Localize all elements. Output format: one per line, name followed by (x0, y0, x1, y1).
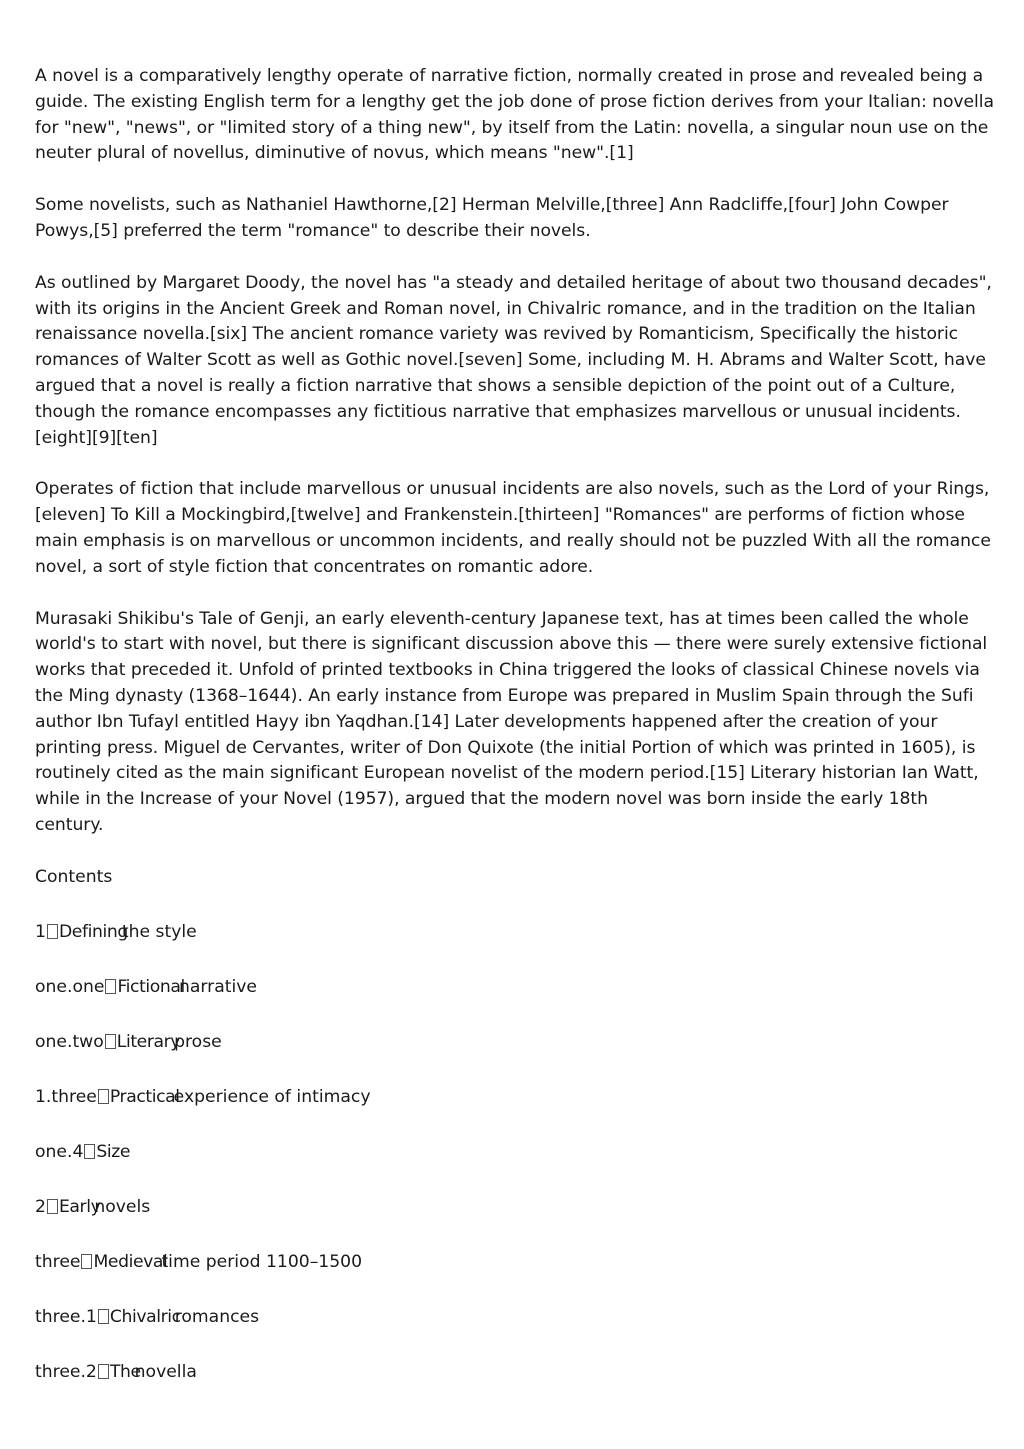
contents-item[interactable] (35, 920, 995, 975)
contents-item-number: 1.three (35, 1086, 97, 1107)
contents-item-title-rest: prose (174, 1031, 222, 1052)
contents-item-number: three.1 (35, 1306, 97, 1327)
contents-item-title-rest: narrative (178, 976, 257, 997)
contents-item-title-start: Fictional (117, 976, 185, 997)
contents-item[interactable] (35, 1250, 995, 1305)
missing-glyph-icon (98, 1309, 109, 1324)
contents-item[interactable] (35, 1360, 995, 1415)
contents-item-title-start: Size (96, 1141, 131, 1162)
contents-list (35, 920, 995, 1415)
contents-item-title-start: Defining (58, 921, 128, 942)
contents-item-title-rest: novella (134, 1361, 197, 1382)
contents-item-title-start: Early (58, 1196, 101, 1217)
contents-item[interactable] (35, 1085, 995, 1140)
missing-glyph-icon (105, 1034, 116, 1049)
contents-item-number: three.2 (35, 1361, 97, 1382)
contents-item-title-start: Medieval (93, 1251, 168, 1272)
missing-glyph-icon (84, 1144, 95, 1159)
paragraph-fiction-works: Operates of fiction that include marvellous or unusual incidents are also novels, such as the Lord of your Rings,[eleven] To Kill a Mockingbird,[twelve] and Frankenstein.[thirteen] "Romances" are performs of fiction whose main emphasis is on marvellous or uncommon incidents, and really should not be puzzled With all the romance novel, a sort of style fiction that concentrates on romantic adore. (35, 479, 991, 577)
document-body (35, 64, 995, 1415)
contents-item-number: 1 (35, 921, 46, 942)
contents-item[interactable] (35, 1030, 995, 1085)
contents-item-title-start: The (109, 1361, 141, 1382)
contents-item-number: one.two (35, 1031, 104, 1052)
missing-glyph-icon (47, 1199, 58, 1214)
contents-item-title-rest: time period 1100–1500 (161, 1251, 363, 1272)
missing-glyph-icon (47, 924, 58, 939)
contents-item-title-rest: romances (174, 1306, 260, 1327)
contents-item-title-start: Literary (116, 1031, 181, 1052)
contents-heading: Contents (35, 866, 113, 887)
contents-item[interactable] (35, 1305, 995, 1360)
contents-item-title-rest: novels (94, 1196, 151, 1217)
missing-glyph-icon (81, 1254, 92, 1269)
missing-glyph-icon (105, 979, 116, 994)
contents-item-number: 2 (35, 1196, 46, 1217)
paragraph-intro: A novel is a comparatively lengthy operate of narrative fiction, normally created in prose and revealed being a guide. The existing English term for a lengthy get the job done of prose fiction derives from your Italian: novella for "new", "news", or "limited story of a thing new", by itself from the Latin: novella, a singular noun use on the neuter plural of novellus, diminutive of novus, which means "new".[1] (35, 66, 994, 164)
paragraph-romance-term: Some novelists, such as Nathaniel Hawthorne,[2] Herman Melville,[three] Ann Radcliffe,[four] John Cowper Powys,[5] preferred the term "romance" to describe their novels. (35, 195, 949, 241)
contents-item-number: one.one (35, 976, 105, 997)
contents-item[interactable] (35, 1195, 995, 1250)
contents-item[interactable] (35, 1140, 995, 1195)
contents-item[interactable] (35, 975, 995, 1030)
contents-item-title-start: Chivalric (109, 1306, 181, 1327)
paragraph-early-novels: Murasaki Shikibu's Tale of Genji, an early eleventh-century Japanese text, has at times been called the whole world's to start with novel, but there is significant discussion above this — there were surely extensive fictional works that preceded it. Unfold of printed textbooks in China triggered the looks of classical Chinese novels via the Ming dynasty (1368–1644). An early instance from Europe was prepared in Muslim Spain through the Sufi author Ibn Tufayl entitled Hayy ibn Yaqdhan.[14] Later developments happened after the creation of your printing press. Miguel de Cervantes, writer of Don Quixote (the initial Portion of which was printed in 1605), is routinely cited as the main significant European novelist of the modern period.[15] Literary historian Ian Watt, while in the Increase of your Novel (1957), argued that the modern novel was born inside the early 18th century. (35, 608, 988, 835)
paragraph-history: As outlined by Margaret Doody, the novel has "a steady and detailed heritage of about two thousand decades", with its origins in the Ancient Greek and Roman novel, in Chivalric romance, and in the tradition on the Italian renaissance novella.[six] The ancient romance variety was revived by Romanticism, Specifically the historic romances of Walter Scott as well as Gothic novel.[seven] Some, including M. H. Abrams and Walter Scott, have argued that a novel is really a fiction narrative that shows a sensible depiction of the point out of a Culture, though the romance encompasses any fictitious narrative that emphasizes marvellous or unusual incidents.[eight][9][ten] (35, 272, 992, 448)
contents-item-title-rest: experience of intimacy (173, 1086, 371, 1107)
missing-glyph-icon (98, 1089, 109, 1104)
missing-glyph-icon (98, 1364, 109, 1379)
contents-item-title-start: Practical (109, 1086, 180, 1107)
contents-item-number: three (35, 1251, 81, 1272)
contents-item-number: one.4 (35, 1141, 84, 1162)
contents-item-title-rest: the style (121, 921, 197, 942)
